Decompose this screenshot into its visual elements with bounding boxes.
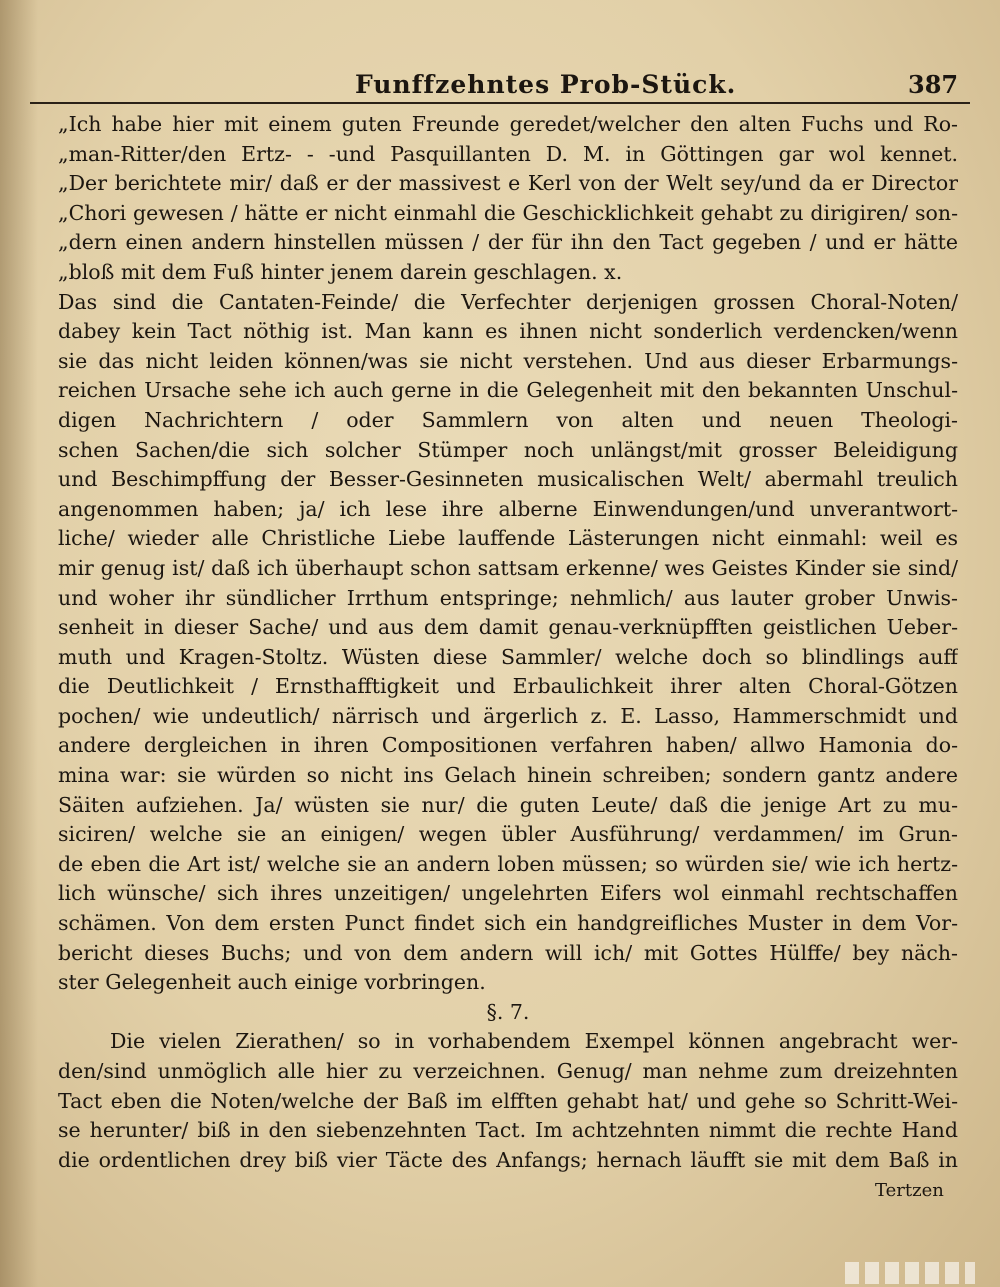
text-line: die ordentlichen drey biß vier Täcte des Anfangs; hernach läufft sie mit dem Baß in <box>58 1147 958 1172</box>
catchword: Tertzen <box>875 1180 944 1201</box>
text-line: „dern einen andern hinstellen müssen / der für ihn den Tact gegeben / und er hätte <box>58 230 958 255</box>
text-line: siciren/ welche sie an einigen/ wegen übler Ausführung/ verdammen/ im Grun- <box>58 822 958 847</box>
text-line: schämen. Von dem ersten Punct findet sich ein handgreifliches Muster in dem Vor- <box>58 911 958 936</box>
text-line: senheit in dieser Sache/ und aus dem damit genau-verknüpfften geistlichen Ueber- <box>58 615 958 640</box>
text-line: Das sind die Cantaten-Feinde/ die Verfechter derjenigen grossen Choral-Noten/ <box>58 289 958 314</box>
text-line: „Der berichtete mir/ daß er der massivest e Kerl von der Welt sey/und da er Director <box>58 171 958 196</box>
scan-artifact <box>845 1262 975 1284</box>
text-line: und Beschimpffung der Besser-Gesinneten musicalischen Welt/ abermahl treulich <box>58 467 958 492</box>
text-line: digen Nachrichtern / oder Sammlern von alten und neuen Theologi- <box>58 407 958 432</box>
section-mark: §. 7. <box>486 999 530 1024</box>
text-line: dabey kein Tact nöthig ist. Man kann es ihnen nicht sonderlich verdencken/wenn <box>58 319 958 344</box>
text-line: „Chori gewesen / hätte er nicht einmahl die Geschicklichkeit gehabt zu dirigiren/ son- <box>58 200 958 225</box>
page-number: 387 <box>908 70 959 99</box>
page-gutter-shadow <box>0 0 38 1287</box>
header-rule <box>30 102 970 104</box>
text-line: bericht dieses Buchs; und von dem andern will ich/ mit Gottes Hülffe/ bey näch- <box>58 940 958 965</box>
text-line: den/sind unmöglich alle hier zu verzeichnen. Genug/ man nehme zum dreizehnten <box>58 1059 958 1083</box>
text-line: andere dergleichen in ihren Compositionen verfahren haben/ allwo Hamonia do- <box>58 733 958 758</box>
body-text <box>58 110 958 1175</box>
text-line: liche/ wieder alle Christliche Liebe lauffende Lästerungen nicht einmahl: weil es <box>58 526 958 551</box>
text-line: und woher ihr sündlicher Irrthum entspringe; nehmlich/ aus lauter grober Unwis- <box>58 585 958 610</box>
text-line: Tact eben die Noten/welche der Baß im elfften gehabt hat/ und gehe so Schritt-Wei- <box>58 1088 958 1113</box>
text-line: „man-Ritter/den Ertz- - -und Pasquillanten D. M. in Göttingen gar wol kennet. <box>58 141 958 166</box>
text-line: „Ich habe hier mit einem guten Freunde geredet/welcher den alten Fuchs und Ro- <box>58 112 958 136</box>
text-line: Die vielen Zierathen/ so in vorhabendem Exempel können angebracht wer- <box>110 1029 958 1054</box>
text-line: lich wünsche/ sich ihres unzeitigen/ ungelehrten Eifers wol einmahl rechtschaffen <box>58 881 958 906</box>
text-line: de eben die Art ist/ welche sie an andern loben müssen; so würden sie/ wie ich hertz- <box>58 851 958 876</box>
text-line: Säiten aufziehen. Ja/ wüsten sie nur/ die guten Leute/ daß die jenige Art zu mu- <box>58 792 958 817</box>
text-line: schen Sachen/die sich solcher Stümper noch unlängst/mit grosser Beleidigung <box>58 437 958 462</box>
text-line: die Deutlichkeit / Ernsthafftigkeit und Erbaulichkeit ihrer alten Choral-Götzen <box>58 674 958 699</box>
running-head: Funffzehntes Prob-Stück. <box>355 70 737 99</box>
text-line: reichen Ursache sehe ich auch gerne in die Gelegenheit mit den bekannten Unschul- <box>58 378 958 403</box>
text-line: mina war: sie würden so nicht ins Gelach hinein schreiben; sondern gantz andere <box>58 763 958 788</box>
text-line: muth und Kragen-Stoltz. Wüsten diese Sammler/ welche doch so blindlings auff <box>58 644 958 669</box>
text-line: ster Gelegenheit auch einige vorbringen. <box>58 970 486 995</box>
text-line: „bloß mit dem Fuß hinter jenem darein geschlagen. x. <box>58 259 623 284</box>
text-line: mir genug ist/ daß ich überhaupt schon sattsam erkenne/ wes Geistes Kinder sie sind/ <box>58 555 958 580</box>
text-line: se herunter/ biß in den siebenzehnten Tact. Im achtzehnten nimmt die rechte Hand <box>58 1118 958 1143</box>
text-line: pochen/ wie undeutlich/ närrisch und ärgerlich z. E. Lasso, Hammerschmidt und <box>58 703 958 728</box>
text-line: angenommen haben; ja/ ich lese ihre alberne Einwendungen/und unverantwort- <box>58 496 958 521</box>
text-line: sie das nicht leiden können/was sie nicht verstehen. Und aus dieser Erbarmungs- <box>58 348 958 373</box>
